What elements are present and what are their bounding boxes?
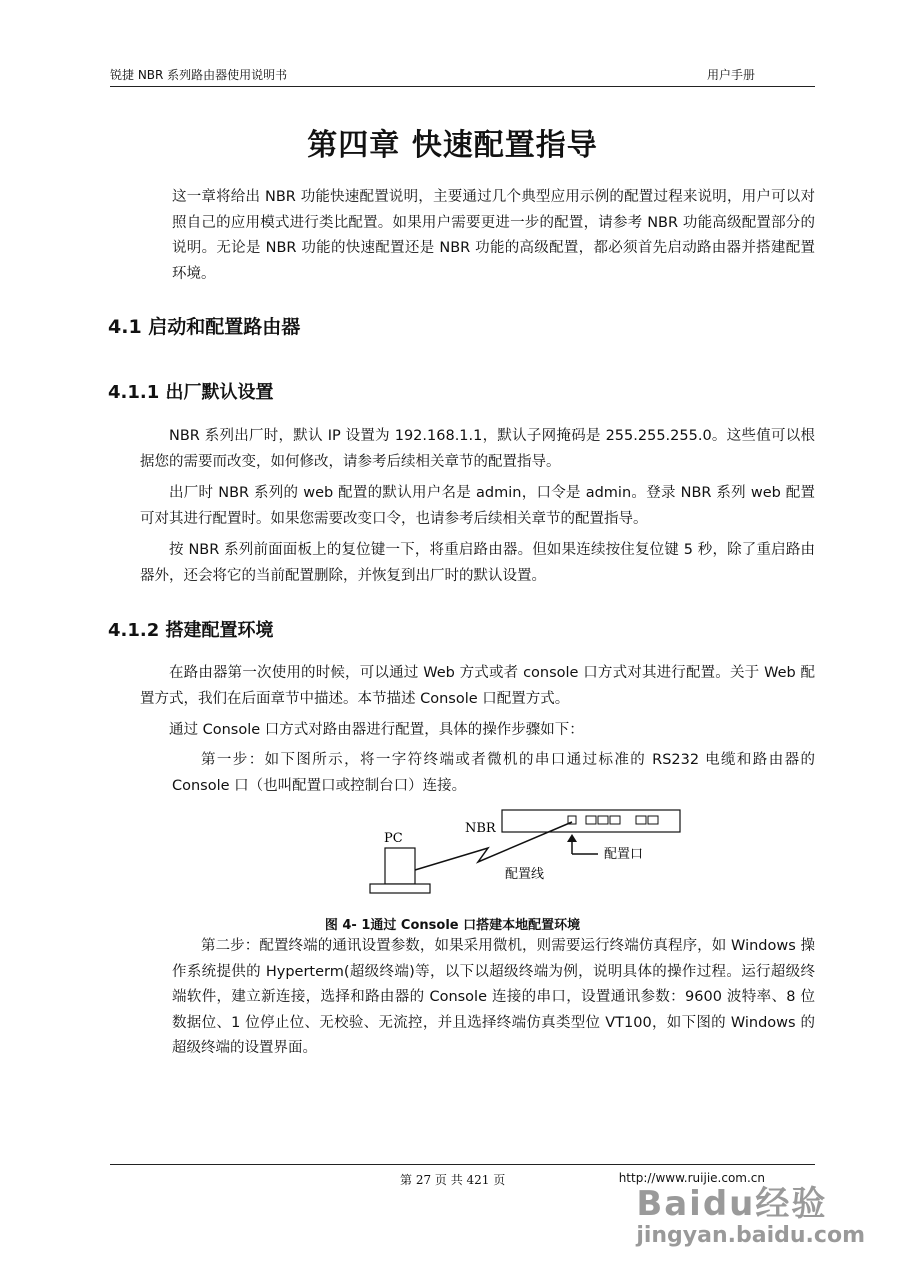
watermark-site: jingyan.baidu.com bbox=[636, 1223, 865, 1248]
figure-caption: 图 4- 1通过 Console 口搭建本地配置环境 bbox=[324, 918, 581, 933]
console-connection-diagram bbox=[360, 800, 700, 910]
cable-label: 配置线 bbox=[505, 867, 545, 882]
section-heading-4-1-2: 4.1.2 搭建配置环境 bbox=[108, 620, 274, 641]
header-title: 锐捷 NBR 系列路由器使用说明书 bbox=[110, 68, 288, 82]
router-port bbox=[636, 816, 646, 824]
paragraph-reset: 按 NBR 系列前面面板上的复位键一下，将重启路由器。但如果连续按住复位键 5 秒，除了重启路由器外，还会将它的当前配置删除，并恢复到出厂时的默认设置。 bbox=[140, 542, 815, 584]
header-right: 用户手册 bbox=[706, 68, 755, 82]
router-port bbox=[598, 816, 608, 824]
watermark-brand: Baidu经验 bbox=[636, 1184, 828, 1224]
pc-keyboard bbox=[370, 884, 430, 893]
router-port bbox=[586, 816, 596, 824]
nbr-label: NBR bbox=[465, 821, 496, 836]
section-heading-4-1-1: 4.1.1 出厂默认设置 bbox=[108, 382, 274, 403]
paragraph-step-two: 第二步：配置终端的通讯设置参数，如果采用微机，则需要运行终端仿真程序，如 Windows 操作系统提供的 Hyperterm(超级终端)等，以下以超级终端为例，说明具体的操作过程。运行超级终端软件，建立新连接，选择和路由器的 Console 连接的串口，设置通讯参数：9600 波特率、8 位数据位、1 位停止位、无校验、无流控，并且选择终端仿真类型位 VT100，如下图的 Windows 的超级终端的设置界面。 bbox=[172, 938, 815, 1056]
intro-paragraph: 这一章将给出 NBR 功能快速配置说明，主要通过几个典型应用示例的配置过程来说明，用户可以对照自己的应用模式进行类比配置。如果用户需要更进一步的配置，请参考 NBR 功能高级配置部分的说明。无论是 NBR 功能的快速配置还是 NBR 功能的高级配置，都必须首先启动路由器并搭建配置环境。 bbox=[172, 189, 815, 282]
footer-url[interactable]: http://www.ruijie.com.cn bbox=[618, 1171, 765, 1185]
port-arrow-head bbox=[567, 834, 577, 842]
paragraph-default-admin: 出厂时 NBR 系列的 web 配置的默认用户名是 admin，口令是 admin。登录 NBR 系列 web 配置可对其进行配置时。如果您需要改变口令，也请参考后续相关章节的配置指导。 bbox=[140, 485, 815, 527]
port-label: 配置口 bbox=[604, 847, 644, 862]
pc-label: PC bbox=[384, 831, 403, 846]
section-heading-4-1: 4.1 启动和配置路由器 bbox=[108, 316, 301, 338]
router-port bbox=[648, 816, 658, 824]
page-footer bbox=[110, 1164, 815, 1187]
paragraph-config-methods: 在路由器第一次使用的时候，可以通过 Web 方式或者 console 口方式对其进行配置。关于 Web 配置方式，我们在后面章节中描述。本节描述 Console 口配置方式。 bbox=[140, 665, 815, 707]
paragraph-step-one: 第一步：如下图所示，将一字符终端或者微机的串口通过标准的 RS232 电缆和路由器的 Console 口（也叫配置口或控制台口）连接。 bbox=[172, 752, 815, 794]
paragraph-default-ip: NBR 系列出厂时，默认 IP 设置为 192.168.1.1，默认子网掩码是 255.255.255.0。这些值可以根据您的需要而改变，如何修改，请参考后续相关章节的配置指导。 bbox=[140, 428, 815, 470]
chapter-title: 第四章 快速配置指导 bbox=[307, 128, 598, 163]
page-header bbox=[110, 60, 815, 87]
router-port bbox=[610, 816, 620, 824]
paragraph-steps-intro: 通过 Console 口方式对路由器进行配置，具体的操作步骤如下： bbox=[169, 722, 584, 738]
pc-monitor bbox=[385, 848, 415, 884]
page-number: 第 27 页 共 421 页 bbox=[400, 1173, 506, 1187]
baidu-watermark bbox=[636, 1176, 865, 1248]
